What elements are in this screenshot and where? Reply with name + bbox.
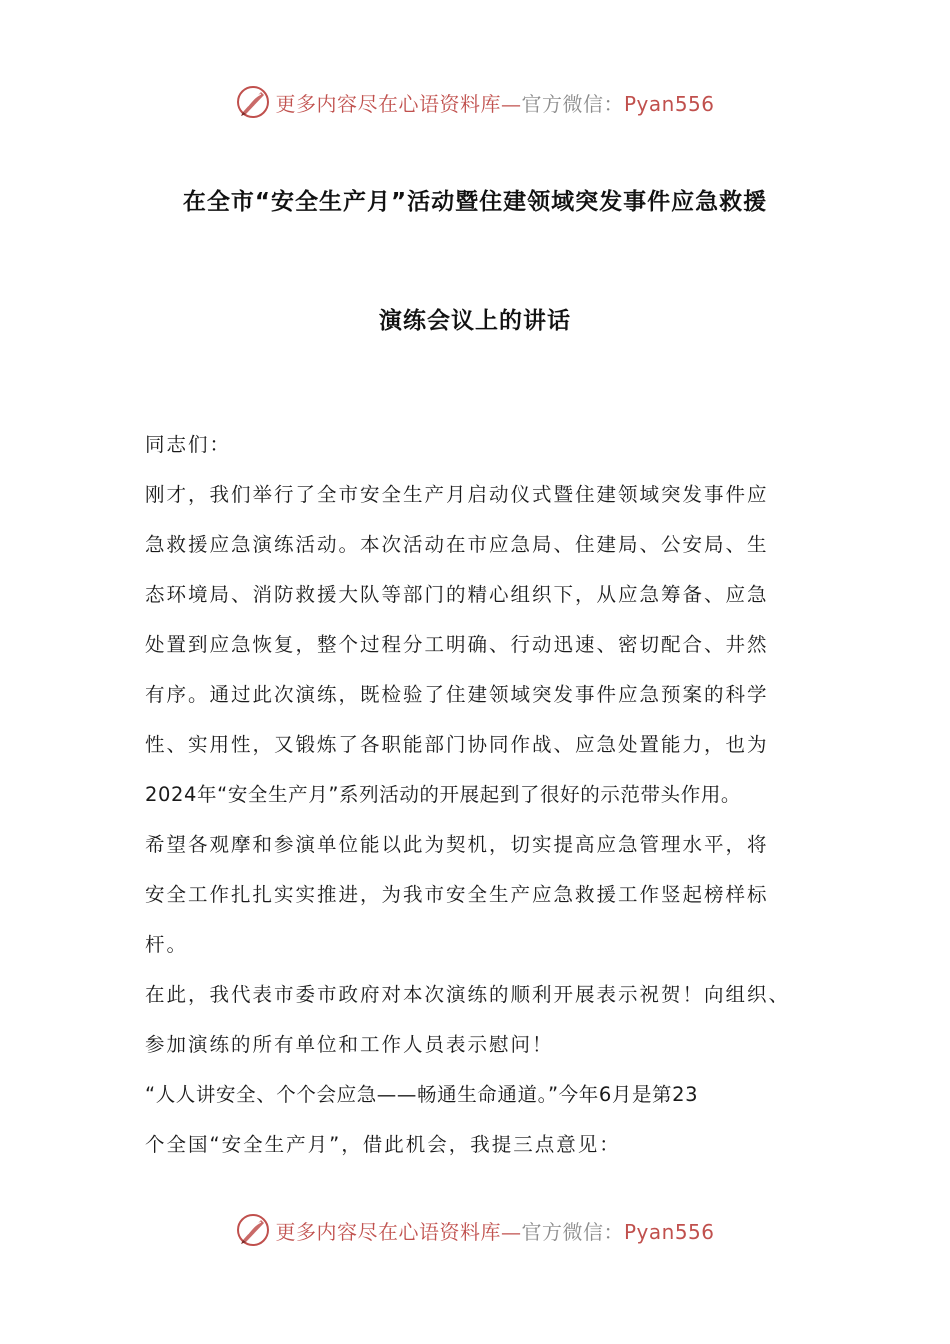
body-line: 态环境局、消防救援大队等部门的精心组织下，从应急筹备、应急 bbox=[145, 583, 769, 606]
body-line: 刚才，我们举行了全市安全生产月启动仪式暨住建领域突发事件应 bbox=[145, 483, 769, 506]
body-line: 希望各观摩和参演单位能以此为契机，切实提高应急管理水平，将 bbox=[145, 833, 769, 856]
body-line: 在此，我代表市委市政府对本次演练的顺利开展表示祝贺！向组织、 bbox=[145, 983, 791, 1006]
header-watermark bbox=[0, 80, 950, 124]
body-line: 参加演练的所有单位和工作人员表示慰问！ bbox=[145, 1033, 554, 1056]
body-line: 有序。通过此次演练，既检验了住建领域突发事件应急预案的科学 bbox=[145, 683, 769, 706]
body-line: 处置到应急恢复，整个过程分工明确、行动迅速、密切配合、井然 bbox=[145, 633, 769, 656]
body-line: 急救援应急演练活动。本次活动在市应急局、住建局、公安局、生 bbox=[145, 533, 769, 556]
quill-pen-icon bbox=[235, 1212, 271, 1248]
document-title-line-2: 演练会议上的讲话 bbox=[379, 308, 571, 334]
watermark-text: 更多内容尽在心语资料库—官方微信：Pyan556 bbox=[275, 91, 715, 116]
body-line: 2024年“安全生产月”系列活动的开展起到了很好的示范带头作用。 bbox=[145, 783, 742, 806]
body-line: 安全工作扎扎实实推进，为我市安全生产应急救援工作竖起榜样标 bbox=[145, 883, 769, 906]
salutation: 同志们： bbox=[145, 433, 232, 456]
body-line: 性、实用性，又锻炼了各职能部门协同作战、应急处置能力，也为 bbox=[145, 733, 769, 756]
body-line: 杆。 bbox=[145, 933, 189, 956]
quill-pen-icon bbox=[235, 84, 271, 120]
document-title-line-1: 在全市“安全生产月”活动暨住建领域突发事件应急救援 bbox=[182, 189, 768, 215]
footer-watermark bbox=[0, 1208, 950, 1252]
document-body bbox=[145, 420, 825, 1170]
body-line: “人人讲安全、个个会应急——畅通生命通道。”今年6月是第23 bbox=[145, 1083, 699, 1106]
body-line: 个全国“安全生产月”，借此机会，我提三点意见： bbox=[145, 1133, 621, 1156]
watermark-text: 更多内容尽在心语资料库—官方微信：Pyan556 bbox=[275, 1219, 715, 1244]
